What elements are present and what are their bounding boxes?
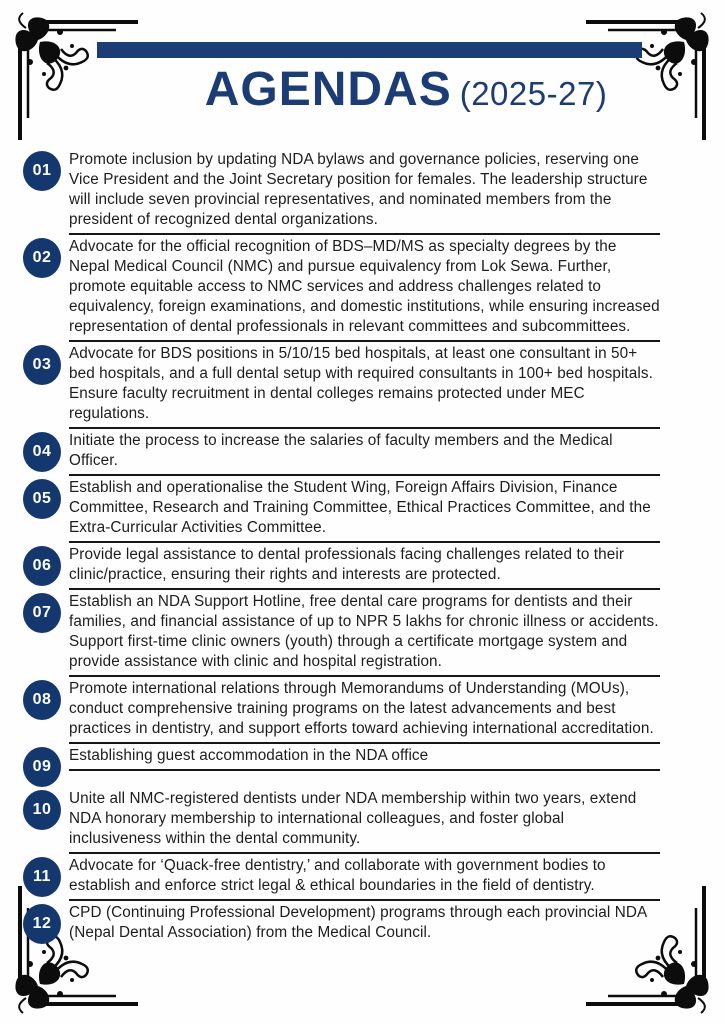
item-text: Unite all NMC-registered dentists under NDA membership within two years, extend NDA honorary membership to international colleagues, and foster global inclusiveness within the dental community.	[69, 787, 660, 854]
item-number-badge	[23, 238, 61, 278]
item-number-badge	[23, 790, 61, 830]
agenda-item	[23, 235, 660, 342]
agenda-item	[23, 677, 660, 744]
item-text: Advocate for the official recognition of BDS–MD/MS as specialty degrees by the Nepal Medical Council (NMC) and pursue equivalency from Lok Sewa. Further, promote equitable access to NMC services and address challenges related to equivalency, foreign examinations, and domestic institutions, while ensuring increased representation of dental professionals in relevant committees and subcommittees.	[69, 235, 660, 342]
title-text: AGENDAS	[204, 63, 452, 116]
item-text: Initiate the process to increase the salaries of faculty members and the Medical Officer.	[69, 429, 660, 476]
item-text: Advocate for ‘Quack-free dentistry,’ and collaborate with government bodies to establish and enforce strict legal & ethical boundaries in the field of dentistry.	[69, 854, 660, 901]
item-number-badge	[23, 546, 61, 586]
item-number: 10	[32, 801, 52, 818]
item-number-badge	[23, 432, 61, 472]
item-number-badge	[23, 904, 61, 944]
item-number-badge	[23, 747, 61, 787]
item-number: 08	[32, 691, 52, 708]
item-number-badge	[23, 151, 61, 191]
item-number: 07	[32, 604, 52, 621]
item-number: 01	[32, 162, 52, 179]
item-text: Establish an NDA Support Hotline, free dental care programs for dentists and their families, and financial assistance of up to NPR 5 lakhs for chronic illness or accidents. Support first-time clinic owners (youth) through a certificate mortgage system and provide assistance with clinic and hospital registration.	[69, 590, 660, 677]
agenda-item	[23, 342, 660, 429]
item-text: Establishing guest accommodation in the NDA office	[69, 744, 660, 771]
item-text: Promote international relations through Memorandums of Understanding (MOUs), conduct comprehensive training programs on the latest advancements and best practices in dentistry, and support efforts toward achieving international accreditation.	[69, 677, 660, 744]
page-title	[0, 62, 724, 117]
item-number: 03	[32, 356, 52, 373]
agenda-item	[23, 476, 660, 543]
item-number: 06	[32, 557, 52, 574]
item-number-badge	[23, 857, 61, 897]
agenda-item	[23, 854, 660, 901]
item-number: 12	[32, 915, 52, 932]
item-text: Advocate for BDS positions in 5/10/15 bed hospitals, at least one consultant in 50+ bed hospitals, and a full dental setup with required consultants in 100+ bed hospitals. Ensure faculty recruitment in dental colleges remains protected under MEC regulations.	[69, 342, 660, 429]
item-text: Establish and operationalise the Student Wing, Foreign Affairs Division, Finance Committee, Research and Training Committee, Ethical Practices Committee, and the Extra-Curricular Activities Committee.	[69, 476, 660, 543]
agenda-list	[23, 148, 660, 946]
header-accent-bar	[97, 42, 642, 58]
item-number: 05	[32, 490, 52, 507]
agenda-item	[23, 148, 660, 235]
item-text: Provide legal assistance to dental professionals facing challenges related to their clinic/practice, ensuring their rights and interests are protected.	[69, 543, 660, 590]
item-number-badge	[23, 479, 61, 519]
item-number: 09	[32, 758, 52, 775]
item-number-badge	[23, 345, 61, 385]
agenda-item	[23, 744, 660, 787]
item-text: Promote inclusion by updating NDA bylaws and governance policies, reserving one Vice President and the Joint Secretary position for females. The leadership structure will include seven provincial representatives, and nominated members from the president of recognized dental organizations.	[69, 148, 660, 235]
item-text: CPD (Continuing Professional Development) programs through each provincial NDA (Nepal Dental Association) from the Medical Council.	[69, 904, 647, 941]
agenda-item	[23, 590, 660, 677]
agenda-item	[23, 429, 660, 476]
title-term-years: (2025-27)	[459, 75, 608, 112]
item-number: 04	[32, 443, 52, 460]
agenda-item	[23, 787, 660, 854]
agenda-item	[23, 543, 660, 590]
item-number: 11	[33, 868, 51, 885]
item-number-badge	[23, 680, 61, 720]
item-number-badge	[23, 593, 61, 633]
item-number: 02	[32, 249, 52, 266]
agenda-item	[23, 901, 660, 946]
